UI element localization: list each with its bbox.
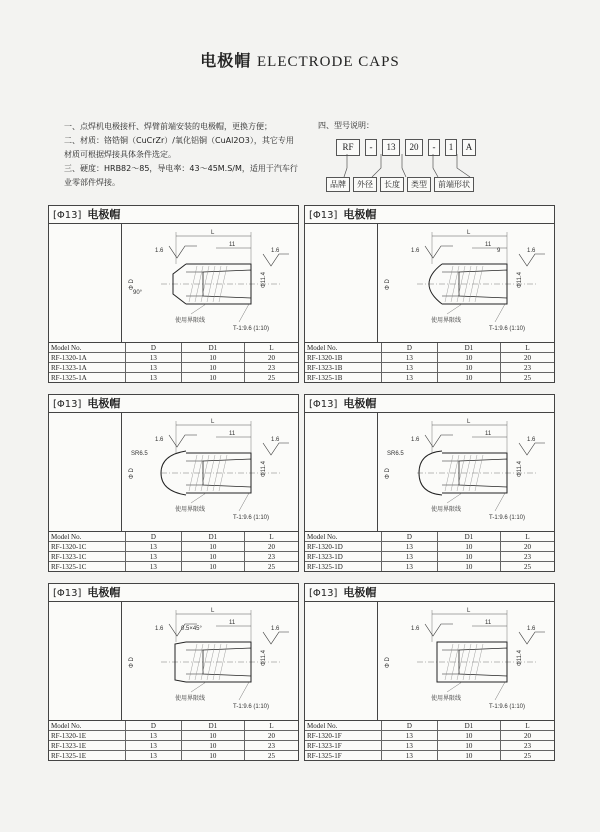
svg-text:Φ11.4: Φ11.4 — [517, 649, 523, 666]
column-header: D — [382, 343, 438, 353]
table-cell: 13 — [126, 731, 182, 741]
code-leader-lines — [320, 150, 500, 180]
panel-header — [305, 584, 554, 602]
table-cell: 13 — [382, 552, 438, 562]
intro-line: 三、硬度：HRB82～85，导电率：43～45M.S/M，适用于汽车行业零部件焊接。 — [64, 164, 298, 187]
panel-size: [Φ13] — [53, 399, 82, 410]
technical-drawing — [377, 602, 553, 720]
column-header: Model No. — [49, 532, 126, 542]
table-cell: 10 — [181, 741, 244, 751]
svg-text:使用界限线: 使用界限线 — [175, 507, 206, 513]
svg-text:T-1:9.6 (1:10): T-1:9.6 (1:10) — [489, 326, 526, 332]
table-cell: RF-1323-1C — [49, 552, 126, 562]
model-explain-heading: 四、型号说明： — [318, 121, 374, 130]
column-header: D1 — [181, 532, 244, 542]
svg-text:Φ D: Φ D — [385, 657, 391, 668]
panel-header — [49, 395, 298, 413]
code-length: 20 — [405, 139, 423, 156]
column-header: D — [126, 721, 182, 731]
panel-header — [49, 206, 298, 224]
column-header: Model No. — [49, 721, 126, 731]
table-row — [305, 373, 554, 383]
table-cell: 10 — [437, 731, 500, 741]
table-row — [305, 353, 554, 363]
table-cell: 13 — [382, 731, 438, 741]
svg-text:0.5×45°: 0.5×45° — [181, 626, 202, 632]
table-cell: RF-1320-1F — [305, 731, 382, 741]
svg-text:1.6: 1.6 — [411, 248, 420, 254]
table-cell: 25 — [244, 373, 298, 383]
table-cell: 10 — [437, 751, 500, 761]
table-cell: RF-1320-1C — [49, 542, 126, 552]
svg-text:T-1:9.6 (1:10): T-1:9.6 (1:10) — [233, 704, 270, 710]
table-cell: 13 — [126, 751, 182, 761]
label-diameter: 外径 — [353, 177, 377, 192]
table-cell: 20 — [500, 542, 554, 552]
svg-text:L: L — [211, 419, 215, 425]
svg-text:Φ D: Φ D — [129, 657, 135, 668]
product-panel-d — [304, 394, 555, 572]
table-cell: 13 — [382, 353, 438, 363]
panel-name: 电极帽 — [87, 397, 121, 410]
table-cell: 10 — [437, 562, 500, 572]
svg-text:使用界限线: 使用界限线 — [431, 696, 462, 702]
panel-name: 电极帽 — [343, 586, 377, 599]
column-header: L — [500, 343, 554, 353]
table-cell: 13 — [126, 741, 182, 751]
svg-text:Φ11.4: Φ11.4 — [261, 271, 267, 288]
table-cell: RF-1320-1B — [305, 353, 382, 363]
code-shape: A — [462, 139, 476, 156]
column-header: D1 — [437, 721, 500, 731]
svg-text:Φ11.4: Φ11.4 — [517, 271, 523, 288]
table-cell: 13 — [126, 552, 182, 562]
column-header: D — [126, 532, 182, 542]
intro-line: 一、点焊机电极接杆、焊臂前端安装的电极帽，更换方便； — [64, 122, 272, 131]
table-cell: 13 — [382, 373, 438, 383]
panel-name: 电极帽 — [343, 397, 377, 410]
panel-size: [Φ13] — [309, 399, 338, 410]
table-cell: 25 — [244, 751, 298, 761]
table-cell: 10 — [181, 373, 244, 383]
panel-size: [Φ13] — [309, 588, 338, 599]
svg-text:T-1:9.6 (1:10): T-1:9.6 (1:10) — [233, 326, 270, 332]
page-title — [0, 48, 600, 71]
table-cell: 23 — [244, 741, 298, 751]
table-cell: 10 — [437, 741, 500, 751]
column-header: Model No. — [305, 721, 382, 731]
table-cell: 10 — [437, 363, 500, 373]
panel-header — [305, 395, 554, 413]
table-cell: 10 — [181, 363, 244, 373]
table-cell: 10 — [181, 542, 244, 552]
blank-cell — [305, 413, 378, 531]
svg-text:1.6: 1.6 — [527, 248, 536, 254]
svg-text:T-1:9.6 (1:10): T-1:9.6 (1:10) — [233, 515, 270, 521]
spec-table — [49, 343, 298, 382]
panel-size: [Φ13] — [309, 210, 338, 221]
table-cell: 20 — [244, 731, 298, 741]
table-cell: 23 — [500, 552, 554, 562]
panel-header — [49, 584, 298, 602]
svg-text:1.6: 1.6 — [411, 437, 420, 443]
table-cell: 13 — [126, 373, 182, 383]
table-cell: 10 — [181, 562, 244, 572]
table-cell: 25 — [500, 373, 554, 383]
column-header: D1 — [437, 343, 500, 353]
technical-drawing — [121, 413, 297, 531]
table-cell: RF-1325-1E — [49, 751, 126, 761]
table-cell: 13 — [382, 751, 438, 761]
code-brand: RF — [336, 139, 360, 156]
column-header: D — [126, 343, 182, 353]
table-cell: 13 — [126, 542, 182, 552]
drawing-area — [305, 224, 554, 343]
table-cell: 25 — [500, 562, 554, 572]
column-header: D1 — [181, 721, 244, 731]
svg-text:11: 11 — [485, 431, 492, 437]
svg-text:SR6.5: SR6.5 — [387, 451, 404, 457]
table-cell: 20 — [500, 731, 554, 741]
table-cell: RF-1323-1A — [49, 363, 126, 373]
blank-cell — [49, 224, 122, 342]
table-cell: RF-1325-1A — [49, 373, 126, 383]
svg-text:11: 11 — [229, 242, 236, 248]
table-cell: 10 — [181, 353, 244, 363]
product-panel-a — [48, 205, 299, 383]
product-panel-e — [48, 583, 299, 761]
table-cell: RF-1325-1B — [305, 373, 382, 383]
table-cell: 13 — [382, 363, 438, 373]
blank-cell — [305, 602, 378, 720]
column-header: L — [244, 343, 298, 353]
table-row — [49, 363, 298, 373]
panel-size: [Φ13] — [53, 210, 82, 221]
spec-table — [49, 532, 298, 571]
svg-text:L: L — [211, 608, 215, 614]
column-header: D — [382, 721, 438, 731]
svg-text:1.6: 1.6 — [155, 437, 164, 443]
svg-text:11: 11 — [485, 242, 492, 248]
label-brand: 品牌 — [326, 177, 350, 192]
code-type: 1 — [445, 139, 457, 156]
svg-text:1.6: 1.6 — [155, 626, 164, 632]
table-cell: 23 — [500, 363, 554, 373]
svg-text:使用界限线: 使用界限线 — [175, 696, 206, 702]
code-dash: - — [365, 139, 377, 156]
code-diameter: 13 — [382, 139, 400, 156]
table-row — [305, 542, 554, 552]
column-header: L — [244, 721, 298, 731]
svg-text:使用界限线: 使用界限线 — [431, 318, 462, 324]
svg-text:L: L — [211, 230, 215, 236]
panel-name: 电极帽 — [343, 208, 377, 221]
table-cell: RF-1323-1D — [305, 552, 382, 562]
table-cell: RF-1323-1F — [305, 741, 382, 751]
svg-text:Φ D: Φ D — [385, 468, 391, 479]
table-cell: 13 — [382, 562, 438, 572]
product-panel-c — [48, 394, 299, 572]
table-cell: 10 — [181, 552, 244, 562]
table-cell: RF-1320-1E — [49, 731, 126, 741]
spec-table — [305, 721, 554, 760]
panel-size: [Φ13] — [53, 588, 82, 599]
product-panel-f — [304, 583, 555, 761]
svg-text:1.6: 1.6 — [271, 437, 280, 443]
column-header: Model No. — [49, 343, 126, 353]
panel-header — [305, 206, 554, 224]
drawing-area — [305, 602, 554, 721]
table-cell: RF-1325-1D — [305, 562, 382, 572]
title-cn: 电极帽 — [200, 51, 252, 70]
table-cell: 23 — [244, 552, 298, 562]
blank-cell — [305, 224, 378, 342]
svg-text:11: 11 — [229, 620, 236, 626]
table-row — [49, 751, 298, 761]
product-panel-b — [304, 205, 555, 383]
column-header: L — [500, 532, 554, 542]
table-cell: 13 — [382, 741, 438, 751]
table-cell: 10 — [437, 552, 500, 562]
svg-text:1.6: 1.6 — [155, 248, 164, 254]
svg-text:使用界限线: 使用界限线 — [175, 318, 206, 324]
technical-drawing — [377, 413, 553, 531]
table-row — [49, 731, 298, 741]
blank-cell — [49, 413, 122, 531]
table-cell: 10 — [437, 542, 500, 552]
table-row — [305, 741, 554, 751]
column-header: D — [382, 532, 438, 542]
svg-text:Φ D: Φ D — [385, 279, 391, 290]
svg-text:9: 9 — [497, 248, 501, 254]
model-code-labels — [326, 177, 477, 192]
panel-name: 电极帽 — [87, 586, 121, 599]
svg-text:L: L — [467, 230, 471, 236]
column-header: Model No. — [305, 532, 382, 542]
table-row — [305, 562, 554, 572]
label-shape: 前端形状 — [434, 177, 474, 192]
column-header: D1 — [181, 343, 244, 353]
table-row — [305, 363, 554, 373]
intro-text — [64, 120, 300, 190]
svg-text:Φ D: Φ D — [129, 279, 135, 290]
svg-text:1.6: 1.6 — [527, 626, 536, 632]
table-row — [49, 552, 298, 562]
table-cell: 25 — [244, 562, 298, 572]
svg-text:1.6: 1.6 — [527, 437, 536, 443]
label-type: 类型 — [407, 177, 431, 192]
spec-table — [305, 532, 554, 571]
spec-table — [305, 343, 554, 382]
table-cell: 25 — [500, 751, 554, 761]
drawing-area — [49, 413, 298, 532]
svg-text:1.6: 1.6 — [271, 626, 280, 632]
svg-text:L: L — [467, 608, 471, 614]
table-row — [49, 373, 298, 383]
column-header: L — [244, 532, 298, 542]
svg-text:使用界限线: 使用界限线 — [431, 507, 462, 513]
table-row — [49, 741, 298, 751]
table-row — [49, 562, 298, 572]
table-cell: 23 — [244, 363, 298, 373]
svg-text:Φ11.4: Φ11.4 — [261, 649, 267, 666]
table-cell: 13 — [126, 363, 182, 373]
table-cell: RF-1323-1B — [305, 363, 382, 373]
column-header: Model No. — [305, 343, 382, 353]
svg-text:Φ11.4: Φ11.4 — [261, 460, 267, 477]
table-row — [305, 552, 554, 562]
table-row — [305, 731, 554, 741]
table-cell: 13 — [126, 562, 182, 572]
svg-text:90°: 90° — [133, 290, 143, 296]
table-cell: 13 — [126, 353, 182, 363]
table-cell: RF-1320-1D — [305, 542, 382, 552]
technical-drawing — [121, 602, 297, 720]
svg-text:Φ11.4: Φ11.4 — [517, 460, 523, 477]
drawing-area — [49, 224, 298, 343]
svg-text:11: 11 — [229, 431, 236, 437]
table-cell: 20 — [244, 353, 298, 363]
table-cell: RF-1325-1C — [49, 562, 126, 572]
table-cell: RF-1323-1E — [49, 741, 126, 751]
drawing-area — [305, 413, 554, 532]
drawing-area — [49, 602, 298, 721]
table-cell: RF-1320-1A — [49, 353, 126, 363]
table-cell: 10 — [181, 731, 244, 741]
title-en: ELECTRODE CAPS — [257, 54, 400, 70]
svg-text:L: L — [467, 419, 471, 425]
code-dash: - — [428, 139, 440, 156]
blank-cell — [49, 602, 122, 720]
table-cell: 20 — [500, 353, 554, 363]
svg-text:1.6: 1.6 — [271, 248, 280, 254]
table-cell: 10 — [181, 751, 244, 761]
column-header: L — [500, 721, 554, 731]
table-cell: 20 — [244, 542, 298, 552]
table-cell: RF-1325-1F — [305, 751, 382, 761]
svg-text:Φ D: Φ D — [129, 468, 135, 479]
table-row — [49, 542, 298, 552]
svg-text:11: 11 — [485, 620, 492, 626]
label-length: 长度 — [380, 177, 404, 192]
svg-text:T-1:9.6 (1:10): T-1:9.6 (1:10) — [489, 704, 526, 710]
spec-table — [49, 721, 298, 760]
table-cell: 13 — [382, 542, 438, 552]
column-header: D1 — [437, 532, 500, 542]
panel-name: 电极帽 — [87, 208, 121, 221]
table-row — [49, 353, 298, 363]
svg-text:T-1:9.6 (1:10): T-1:9.6 (1:10) — [489, 515, 526, 521]
table-cell: 23 — [500, 741, 554, 751]
svg-text:SR6.5: SR6.5 — [131, 451, 148, 457]
table-row — [305, 751, 554, 761]
technical-drawing — [377, 224, 553, 342]
technical-drawing — [121, 224, 297, 342]
table-cell: 10 — [437, 353, 500, 363]
table-cell: 10 — [437, 373, 500, 383]
intro-line: 二、材质：铬锆铜（CuCrZr）/氧化铝铜（CuAl2O3），其它专用材质可根据焊接具体条件选定。 — [64, 136, 294, 159]
svg-text:1.6: 1.6 — [411, 626, 420, 632]
